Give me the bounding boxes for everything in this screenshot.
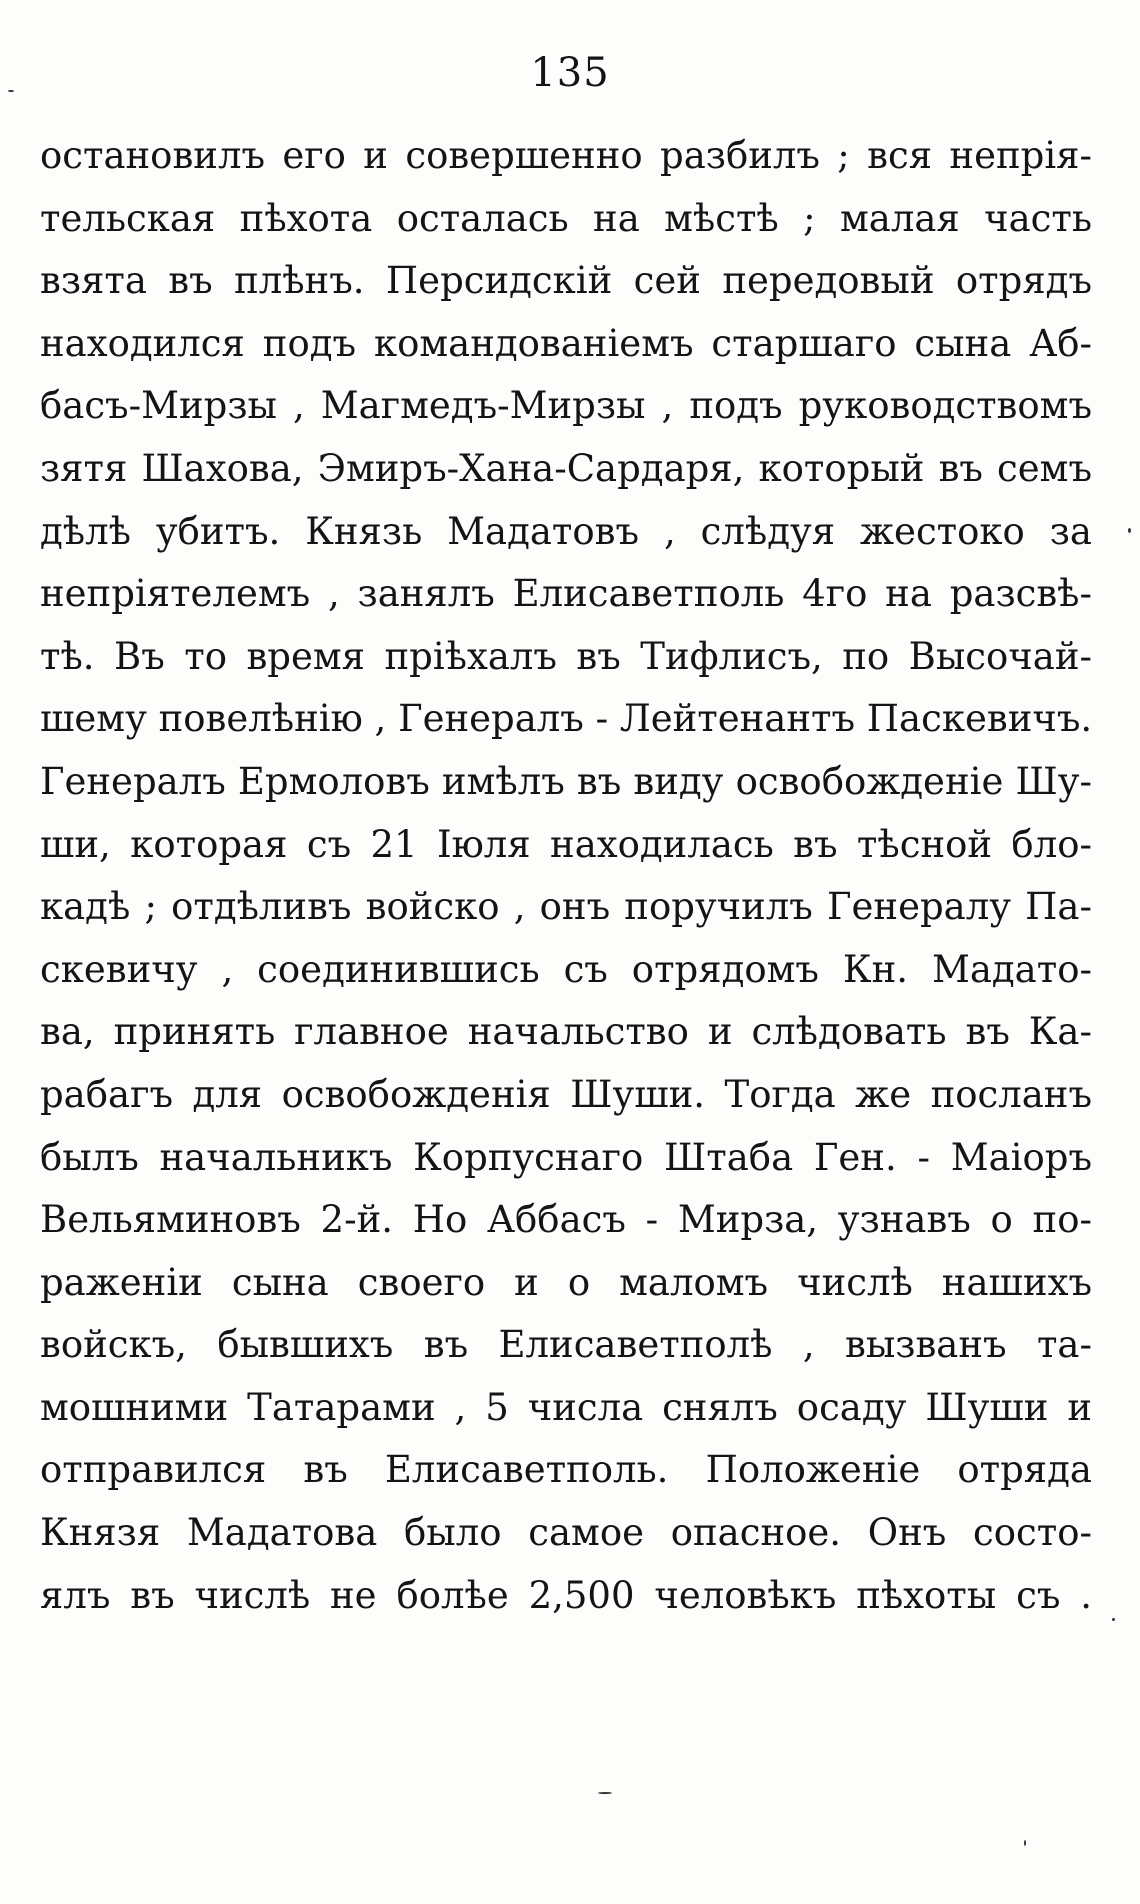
scan-speck [1112,1618,1115,1621]
text-line: тѣ. Въ то время пріѣхалъ въ Тифлисъ, по Высочай- [40,634,1092,678]
text-line: ши, которая съ 21 Іюля находилась въ тѣсной бло- [40,822,1092,866]
text-line: ва, принять главное начальство и слѣдовать въ Ка- [40,1010,1092,1054]
scan-speck [1128,528,1131,533]
text-line: войскъ, бывшихъ въ Елисаветполѣ , вызванъ та- [40,1323,1092,1367]
body-text [40,125,1092,1627]
scan-speck [1024,1840,1026,1846]
text-line: находился подъ командованіемъ старшаго сына Аб- [40,321,1092,365]
text-line: взята въ плѣнъ. Персидскій сей передовый отрядъ [40,259,1092,303]
text-line: зятя Шахова, Эмиръ-Хана-Сардаря, который въ семъ [40,446,1092,490]
scan-speck [8,90,14,92]
text-line: дѣлѣ убитъ. Князь Мадатовъ , слѣдуя жестоко за [40,509,1092,553]
page-number: 135 [530,50,610,96]
text-line: мошними Татарами , 5 числа снялъ осаду Шуши и [40,1385,1092,1429]
text-line: раженіи сына своего и о маломъ числѣ нашихъ [40,1260,1092,1304]
text-line: ялъ въ числѣ не болѣе 2,500 человѣкъ пѣхоты съ . [40,1573,1092,1617]
text-line: остановилъ его и совершенно разбилъ ; вся непрія- [40,134,1092,177]
text-line: былъ начальникъ Корпуснаго Штаба Ген. - Маіоръ [40,1135,1092,1179]
text-line: Князя Мадатова было самое опасное. Онъ состо- [40,1511,1092,1555]
text-line: кадѣ ; отдѣливъ войско , онъ поручилъ Генералу Па- [40,885,1092,929]
text-line: непріятелемъ , занялъ Елисаветполь 4го на разсвѣ- [40,572,1092,616]
text-line: шему повелѣнію , Генералъ - Лейтенантъ Паскевичъ. [40,697,1092,741]
text-line: Вельяминовъ 2-й. Но Аббасъ - Мирза, узнавъ о по- [40,1198,1092,1242]
text-line: басъ-Мирзы , Магмедъ-Мирзы , подъ руководствомъ [40,384,1092,428]
scan-speck [598,1792,612,1794]
text-line: скевичу , соединившись съ отрядомъ Кн. Мадато- [40,947,1092,991]
text-line: Генералъ Ермоловъ имѣлъ въ виду освобожденіе Шу- [40,759,1092,803]
text-line: отправился въ Елисаветполь. Положеніе отряда [40,1448,1092,1492]
text-line: рабагъ для освобожденія Шуши. Тогда же посланъ [40,1072,1092,1116]
text-line: тельская пѣхота осталась на мѣстѣ ; малая часть [40,196,1092,240]
